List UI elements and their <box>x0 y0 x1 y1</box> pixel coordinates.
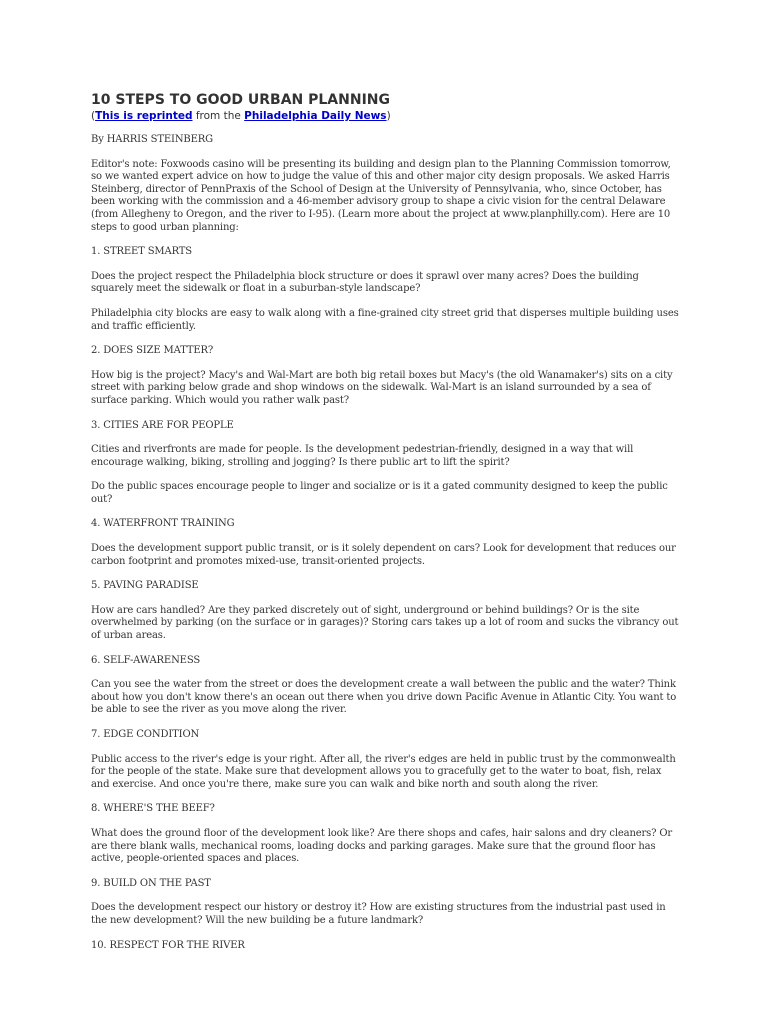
article <box>91 92 679 964</box>
editors-note: Editor's note: Foxwoods casino will be presenting its building and design plan to the Planning Commission tomorrow, so we wanted expert advice on how to judge the value of this and other major city design proposals. We asked Harris Steinberg, director of PennPraxis of the School of Design at the University of Pennsylvania, who, since October, has been working with the commission and a 46-member advisory group to shape a civic vision for the central Delaware (from Allegheny to Oregon, and the river to I-95). (Learn more about the project at www.planphilly.com). Here are 10 steps to good urban planning: <box>91 158 671 233</box>
step-paragraph: How are cars handled? Are they parked discretely out of sight, underground or behind buildings? Or is the site overwhelmed by parking (on the surface or in garages)? Storing cars takes up a lot of room and sucks the vibrancy out of urban areas. <box>91 604 679 642</box>
byline: By HARRIS STEINBERG <box>91 134 213 145</box>
step-paragraph: Public access to the river's edge is your right. After all, the river's edges are held in public trust by the commonwealth for the people of the state. Make sure that development allows you to gracefully get to the water to boat, fish, relax and exercise. And once you're there, make sure you can walk and bike north and south along the river. <box>91 753 676 790</box>
subtitle-close-paren: ) <box>386 110 391 122</box>
step-heading: 7. EDGE CONDITION <box>91 729 200 740</box>
steps-list <box>91 246 679 952</box>
step-heading: 5. PAVING PARADISE <box>91 580 199 592</box>
step-paragraph: Do the public spaces encourage people to linger and socialize or is it a gated community designed to keep the public out? <box>91 481 668 505</box>
step-heading: 10. RESPECT FOR THE RIVER <box>91 939 245 951</box>
subtitle-from-text: from the <box>192 110 245 122</box>
step-heading: 4. WATERFRONT TRAINING <box>91 518 235 530</box>
step-paragraph: How big is the project? Macy's and Wal-Mart are both big retail boxes but Macy's (the old Wanamaker's) sits on a city street with parking below grade and shop windows on the sidewalk. Wal-Mart is an island surrounded by a sea of surface parking. Which would you rather walk past? <box>91 369 673 406</box>
step-heading: 1. STREET SMARTS <box>91 246 193 258</box>
step-heading: 3. CITIES ARE FOR PEOPLE <box>91 419 234 431</box>
step-paragraph: Does the development respect our history or destroy it? How are existing structures from the industrial past used in the new development? Will the new building be a future landmark? <box>91 902 666 926</box>
source-link[interactable]: Philadelphia Daily News <box>244 110 387 122</box>
step-paragraph: Can you see the water from the street or does the development create a wall between the public and the water? Think about how you don't know there's an ocean out there when you drive down Pacific Avenue in Atlantic City. You want to be able to see the river as you move along the river. <box>91 679 677 716</box>
article-title: 10 STEPS TO GOOD URBAN PLANNING <box>91 92 390 108</box>
step-paragraph: Cities and riverfronts are made for people. Is the development pedestrian-friendly, designed in a way that will encourage walking, biking, strolling and jogging? Is there public art to lift the spirit? <box>91 444 634 468</box>
step-paragraph: Does the development support public transit, or is it solely dependent on cars? Look for development that reduces our carbon footprint and promotes mixed-use, transit-oriented projects. <box>91 543 676 567</box>
step-heading: 6. SELF-AWARENESS <box>91 654 201 666</box>
reprint-link[interactable]: This is reprinted <box>95 110 193 122</box>
subtitle-open-paren: ( <box>91 110 96 122</box>
step-heading: 2. DOES SIZE MATTER? <box>91 345 214 357</box>
step-paragraph: What does the ground floor of the development look like? Are there shops and cafes, hair salons and dry cleaners? Or are there blank walls, mechanical rooms, loading docks and parking garages. Make sure that the ground floor has active, people-oriented spaces and places. <box>91 827 673 865</box>
step-heading: 8. WHERE'S THE BEEF? <box>91 803 215 815</box>
step-paragraph: Philadelphia city blocks are easy to walk along with a fine-grained city street grid that disperses multiple building uses and traffic efficiently. <box>91 307 679 332</box>
step-heading: 9. BUILD ON THE PAST <box>91 877 211 889</box>
step-paragraph: Does the project respect the Philadelphia block structure or does it sprawl over many acres? Does the building squarely meet the sidewalk or float in a suburban-style landscape? <box>91 270 639 295</box>
article-subtitle <box>91 109 679 123</box>
